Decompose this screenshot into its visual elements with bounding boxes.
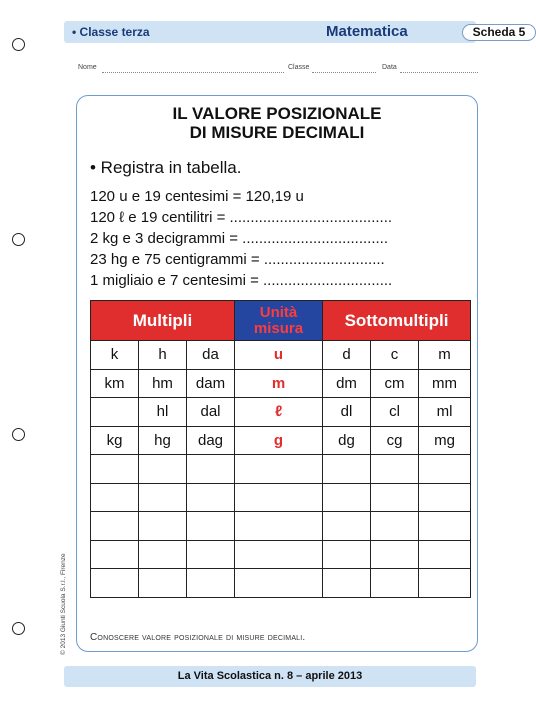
page-title — [76, 104, 478, 142]
blank-cell[interactable] — [187, 540, 235, 569]
table-row-blank — [91, 512, 471, 541]
table-cell: d — [323, 341, 371, 370]
table-cell: k — [91, 341, 139, 370]
table-cell: cm — [371, 369, 419, 398]
table-cell: dam — [187, 369, 235, 398]
header-band — [64, 21, 526, 43]
table-row-blank — [91, 569, 471, 598]
class-label: • Classe terza — [72, 25, 150, 39]
blank-cell[interactable] — [139, 483, 187, 512]
table-cell: kg — [91, 426, 139, 455]
table-cell: m — [419, 341, 471, 370]
table-row-blank — [91, 455, 471, 484]
table-cell[interactable] — [91, 398, 139, 427]
table-cell: dm — [323, 369, 371, 398]
copyright-notice: © 2013 Giunti Scuola S.r.l., Firenze — [60, 553, 67, 655]
date-field-line[interactable] — [400, 72, 478, 73]
binder-hole-3 — [12, 428, 25, 441]
subject-label: Matematica — [326, 23, 408, 40]
header-unita-line-2: misura — [253, 319, 304, 337]
exercise-line: 23 hg e 75 centigrammi = ............................. — [90, 251, 385, 268]
blank-cell[interactable] — [323, 540, 371, 569]
header-unita-line-1: Unità — [259, 303, 298, 321]
blank-cell[interactable] — [91, 483, 139, 512]
blank-cell[interactable] — [139, 455, 187, 484]
table-cell: dl — [323, 398, 371, 427]
table-cell: dal — [187, 398, 235, 427]
table-cell: hm — [139, 369, 187, 398]
table-cell: c — [371, 341, 419, 370]
table-row — [91, 426, 471, 455]
binder-hole-4 — [12, 622, 25, 635]
blank-cell[interactable] — [371, 569, 419, 598]
unit-cell: u — [235, 341, 323, 370]
table-cell: cl — [371, 398, 419, 427]
exercise-line: 120 ℓ e 19 centilitri = ....................................... — [90, 209, 393, 226]
date-field-label: Data — [382, 64, 397, 71]
blank-cell[interactable] — [419, 483, 471, 512]
blank-cell[interactable] — [235, 512, 323, 541]
blank-cell[interactable] — [139, 540, 187, 569]
exercise-line: 120 u e 19 centesimi = 120,19 u — [90, 188, 304, 205]
blank-cell[interactable] — [187, 455, 235, 484]
header-unita-misura — [235, 301, 323, 341]
table-cell: mg — [419, 426, 471, 455]
blank-cell[interactable] — [371, 455, 419, 484]
footer-band: La Vita Scolastica n. 8 – aprile 2013 — [64, 666, 476, 687]
table-cell: hg — [139, 426, 187, 455]
class-field-line[interactable] — [312, 72, 376, 73]
blank-cell[interactable] — [139, 569, 187, 598]
class-field-label: Classe — [288, 64, 310, 71]
name-field-label: Nome — [78, 64, 97, 71]
blank-cell[interactable] — [235, 569, 323, 598]
blank-cell[interactable] — [187, 512, 235, 541]
title-line-1: IL VALORE POSIZIONALE — [172, 104, 382, 123]
worksheet-number-badge: Scheda 5 — [462, 24, 536, 41]
table-row — [91, 369, 471, 398]
blank-cell[interactable] — [323, 483, 371, 512]
table-cell: ml — [419, 398, 471, 427]
binder-hole-2 — [12, 233, 25, 246]
blank-cell[interactable] — [187, 569, 235, 598]
learning-objective: Conoscere valore posizionale di misure decimali. — [90, 632, 306, 643]
student-fields — [78, 62, 478, 76]
measures-table — [90, 300, 471, 598]
table-cell: cg — [371, 426, 419, 455]
binder-hole-1 — [12, 38, 25, 51]
blank-cell[interactable] — [371, 540, 419, 569]
exercise-line: 2 kg e 3 decigrammi = ................................... — [90, 230, 389, 247]
table-row-blank — [91, 483, 471, 512]
blank-cell[interactable] — [371, 512, 419, 541]
table-header-row — [91, 301, 471, 341]
unit-cell: m — [235, 369, 323, 398]
table-cell: da — [187, 341, 235, 370]
blank-cell[interactable] — [91, 455, 139, 484]
table-cell: mm — [419, 369, 471, 398]
table-cell: dg — [323, 426, 371, 455]
blank-cell[interactable] — [235, 483, 323, 512]
table-row-blank — [91, 540, 471, 569]
table-row — [91, 341, 471, 370]
exercise-line: 1 migliaio e 7 centesimi = ............................... — [90, 272, 393, 289]
table-cell: h — [139, 341, 187, 370]
header-multipli: Multipli — [91, 301, 235, 341]
blank-cell[interactable] — [419, 540, 471, 569]
blank-cell[interactable] — [235, 540, 323, 569]
title-line-2: DI MISURE DECIMALI — [189, 123, 365, 142]
blank-cell[interactable] — [91, 512, 139, 541]
blank-cell[interactable] — [371, 483, 419, 512]
unit-cell: g — [235, 426, 323, 455]
table-row — [91, 398, 471, 427]
table-cell: hl — [139, 398, 187, 427]
unit-cell: ℓ — [235, 398, 323, 427]
table-cell: dag — [187, 426, 235, 455]
blank-cell[interactable] — [419, 569, 471, 598]
blank-cell[interactable] — [323, 569, 371, 598]
header-sottomultipli: Sottomultipli — [323, 301, 471, 341]
blank-cell[interactable] — [91, 540, 139, 569]
blank-cell[interactable] — [323, 512, 371, 541]
table-cell: km — [91, 369, 139, 398]
blank-cell[interactable] — [323, 455, 371, 484]
name-field-line[interactable] — [102, 72, 284, 73]
blank-cell[interactable] — [235, 455, 323, 484]
blank-cell[interactable] — [91, 569, 139, 598]
instruction: • Registra in tabella. — [90, 158, 242, 177]
blank-cell[interactable] — [419, 512, 471, 541]
blank-cell[interactable] — [187, 483, 235, 512]
blank-cell[interactable] — [139, 512, 187, 541]
blank-cell[interactable] — [419, 455, 471, 484]
